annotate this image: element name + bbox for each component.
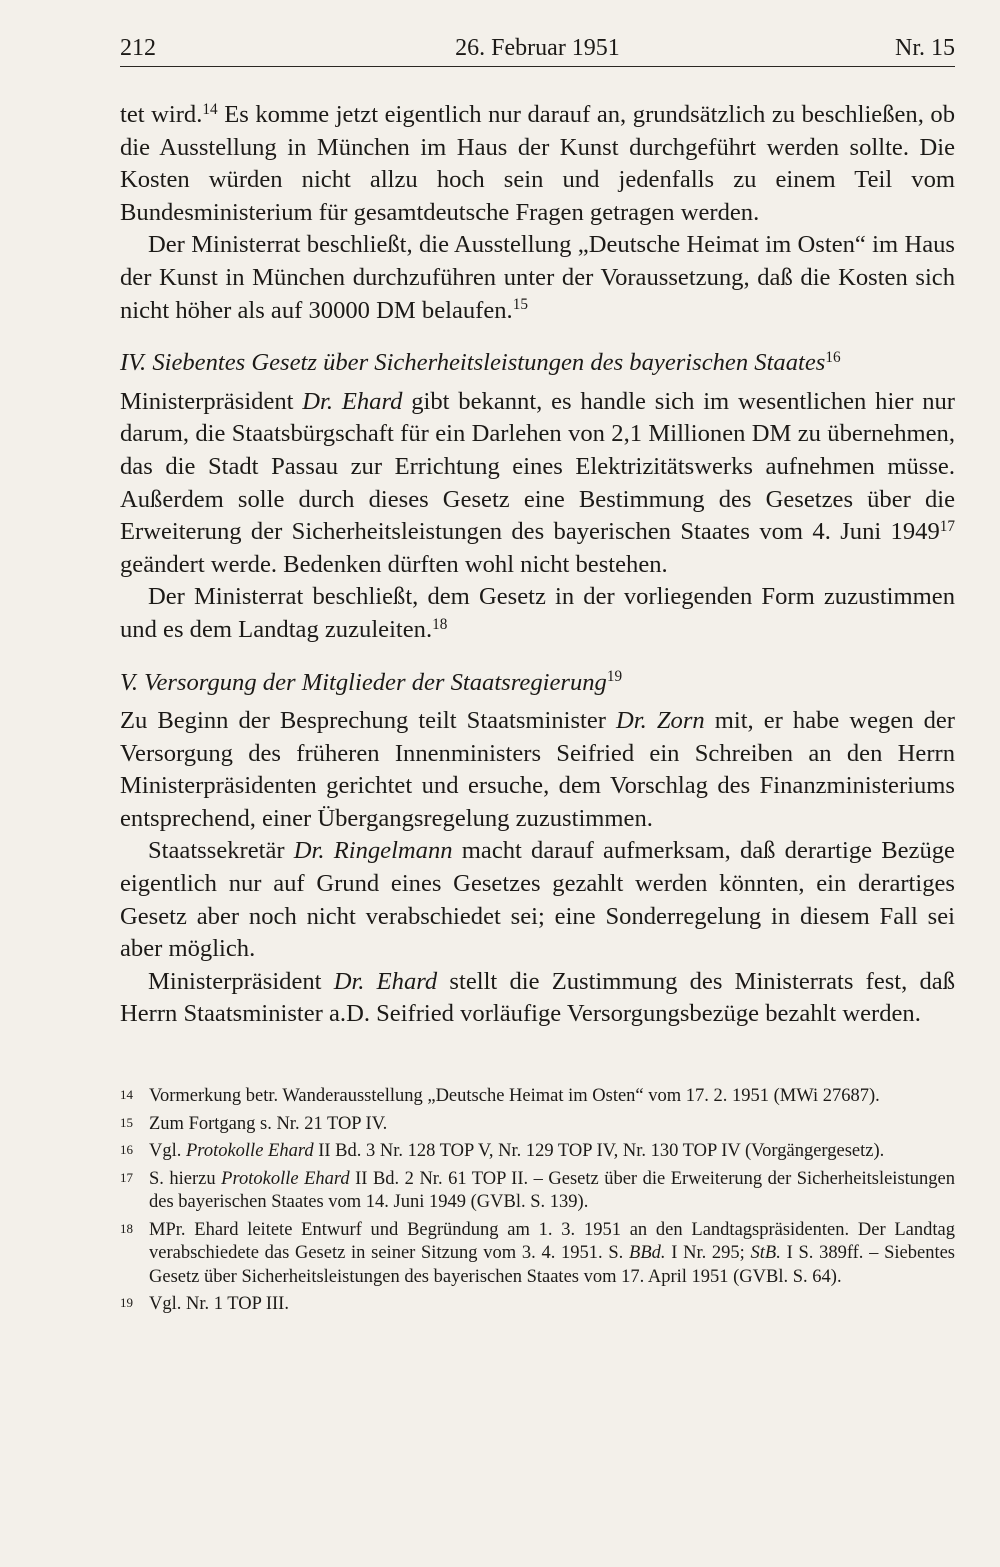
page-number: 212	[120, 35, 156, 61]
paragraph: Ministerpräsident Dr. Ehard gibt bekannt, es handle sich im wesentlichen hier nur darum, die Staatsbürgschaft für ein Darlehen von 2,1 Millionen DM zu übernehmen, das die Stadt Passau zur Errichtung eines Elektrizitätswerks aufnehmen müsse. Außerdem solle durch dieses Gesetz eine Bestimmung des Gesetzes über die Erweiterung der Sicherheitsleistungen des bayerischen Staates vom 4. Juni 1949$^{17}$ geändert werde. Bedenken dürften wohl nicht bestehen.	[120, 387, 955, 578]
footnote-number: 19	[120, 1295, 133, 1311]
footnote-number: 17	[120, 1169, 133, 1185]
paragraph: tet wird.$^{14}$ Es komme jetzt eigentlich nur darauf an, grundsätzlich zu beschließen, ob die Ausstellung in München im Haus der Kunst durchgeführt werden sollte. Die Kosten würden nicht allzu hoch sein und jedenfalls zu einem Teil vom Bundesministerium für gesamtdeutsche Fragen getragen werden.	[120, 100, 956, 226]
paragraph: Der Ministerrat beschließt, die Ausstellung „Deutsche Heimat im Osten“ im Haus der Kunst in München durchzuführen unter der Voraussetzung, daß die Kosten sich nicht höher als auf 30000 DM belaufen.$^{15}$	[120, 231, 955, 324]
paragraph: Ministerpräsident Dr. Ehard stellt die Zustimmung des Ministerrats fest, daß Herrn Staatsminister a.D. Seifried vorläufige Versorgungsbezüge bezahlt werden.	[120, 967, 955, 1028]
footnote-number: 14	[120, 1087, 133, 1103]
footnote-ref: 15	[512, 296, 528, 314]
footnote-ref: 14	[202, 100, 218, 118]
person-name: Dr. Ringelmann	[293, 837, 453, 865]
section-heading: V. Versorgung der Mitglieder der Staatsregierung$^{19}$	[120, 668, 623, 696]
person-name: Dr. Ehard	[302, 387, 403, 415]
body-text	[120, 99, 955, 1031]
footnote-number: 18	[120, 1220, 133, 1236]
footnote: 16 Vgl. Protokolle Ehard II Bd. 3 Nr. 128 TOP V, Nr. 129 TOP IV, Nr. 130 TOP IV (Vorgängergesetz).	[120, 1140, 955, 1164]
footnote: 19 Vgl. Nr. 1 TOP III.	[120, 1293, 955, 1317]
footnote-ref: 17	[939, 517, 955, 535]
issue-number: Nr. 15	[895, 35, 955, 61]
person-name: Dr. Ehard	[333, 967, 438, 995]
footnote-ref: 19	[606, 668, 623, 686]
paragraph: Zu Beginn der Besprechung teilt Staatsminister Dr. Zorn mit, er habe wegen der Versorgung des früheren Innenministers Seifried ein Schreiben an den Herrn Ministerpräsidenten gerichtet und ersuche, dem Vorschlag des Finanzministeriums entsprechend, einer Übergangsregelung zuzustimmen.	[120, 707, 956, 832]
running-header	[120, 30, 955, 67]
header-date: 26. Februar 1951	[455, 35, 620, 61]
paragraph: Der Ministerrat beschließt, dem Gesetz in der vorliegenden Form zuzustimmen und es dem Landtag zuzuleiten.$^{18}$	[120, 583, 955, 643]
person-name: Dr. Zorn	[616, 707, 705, 735]
footnote: 15 Zum Fortgang s. Nr. 21 TOP IV.	[120, 1113, 955, 1137]
footnote-number: 16	[120, 1142, 133, 1158]
footnote-ref: 18	[432, 615, 448, 633]
section-heading: IV. Siebentes Gesetz über Sicherheitsleistungen des bayerischen Staates$^{16}$	[120, 348, 841, 377]
footnote: 14 Vormerkung betr. Wanderausstellung „Deutsche Heimat im Osten“ vom 17. 2. 1951 (MWi 27687).	[120, 1085, 955, 1109]
footnote-number: 15	[120, 1114, 133, 1130]
footnote: 17 S. hierzu Protokolle Ehard II Bd. 2 Nr. 61 TOP II. – Gesetz über die Erweiterung der Sicherheitsleistungen des bayerischen Staates vom 14. Juni 1949 (GVBl. S. 139).	[120, 1168, 955, 1215]
footnote: 18 MPr. Ehard leitete Entwurf und Begründung am 1. 3. 1951 an den Landtagspräsidenten. Der Landtag verabschiedete das Gesetz in seiner Sitzung vom 3. 4. 1951. S. BBd. I Nr. 295; StB. I S. 389ff. – Siebentes Gesetz über Sicherheitsleistungen des bayerischen Staates vom 17. April 1951 (GVBl. S. 64).	[120, 1219, 955, 1290]
footnotes	[120, 1085, 955, 1317]
document-page	[120, 30, 955, 1321]
footnote-ref: 16	[825, 348, 841, 366]
paragraph: Staatssekretär Dr. Ringelmann macht darauf aufmerksam, daß derartige Bezüge eigentlich nur auf Grund eines Gesetzes gezahlt werden könnten, ein derartiges Gesetz aber noch nicht verabschiedet sei; eine Sonderregelung in diesem Fall sei aber möglich.	[120, 837, 955, 963]
